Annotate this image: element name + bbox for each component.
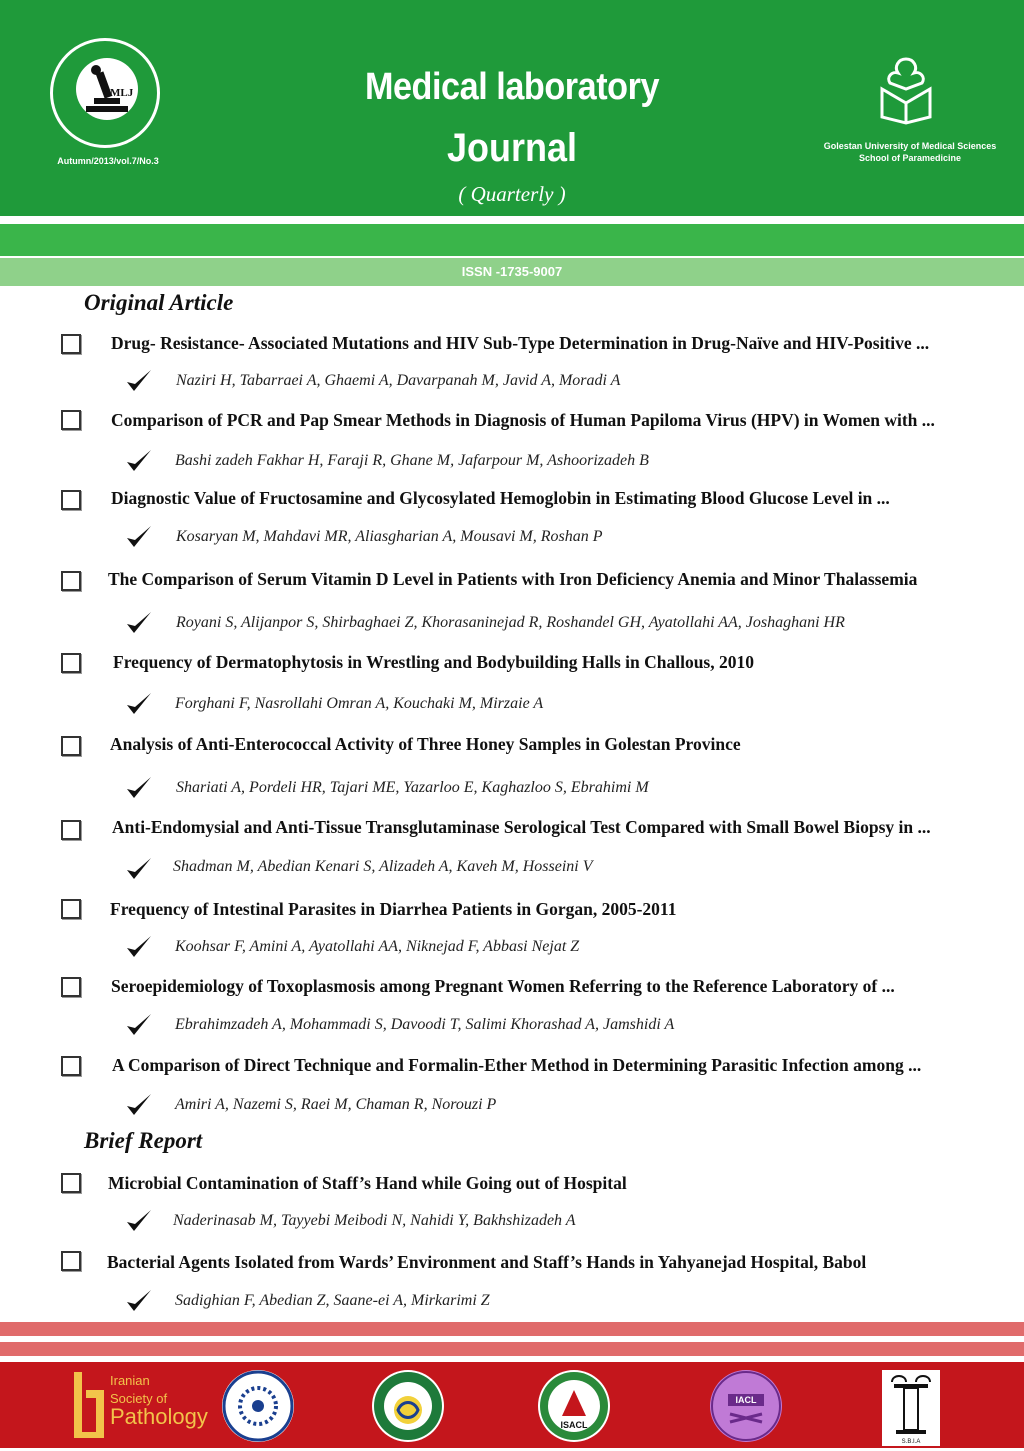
pathology-line3: Pathology [110, 1404, 208, 1429]
article-title[interactable]: Comparison of PCR and Pap Smear Methods in Diagnosis of Human Papiloma Virus (HPV) in Women with ... [111, 410, 935, 430]
article-authors: Koohsar F, Amini A, Ayatollahi AA, Niknejad F, Abbasi Nejat Z [175, 938, 580, 955]
university-line1: Golestan University of Medical Sciences [823, 141, 997, 151]
article-authors: Royani S, Alijanpor S, Shirbaghaei Z, Khorasaninejad R, Roshandel GH, Ayatollahi AA, Joshaghani HR [176, 614, 845, 631]
article-authors: Bashi zadeh Fakhar H, Faraji R, Ghane M, Jafarpour M, Ashoorizadeh B [175, 452, 649, 469]
article-title[interactable]: Frequency of Dermatophytosis in Wrestling and Bodybuilding Halls in Challous, 2010 [113, 652, 754, 672]
article-title[interactable]: Frequency of Intestinal Parasites in Diarrhea Patients in Gorgan, 2005-2011 [110, 899, 677, 919]
article-title[interactable]: The Comparison of Serum Vitamin D Level in Patients with Iron Deficiency Anemia and Minor Thalassemia [108, 569, 918, 589]
article-authors: Naderinasab M, Tayyebi Meibodi N, Nahidi Y, Bakhshizadeh A [173, 1212, 576, 1229]
article-authors: Shariati A, Pordeli HR, Tajari ME, Yazarloo E, Kaghazloo S, Ebrahimi M [176, 779, 649, 796]
article-authors: Naziri H, Tabarraei A, Ghaemi A, Davarpanah M, Javid A, Moradi A [176, 372, 621, 389]
checkmark-icon [124, 610, 154, 636]
article-title[interactable]: Diagnostic Value of Fructosamine and Glycosylated Hemoglobin in Estimating Blood Glucose Level in ... [111, 488, 890, 508]
brief-report-heading: Brief Report [84, 1128, 203, 1153]
logo-text: MLJ [110, 87, 134, 99]
column-emblem-icon [882, 1370, 940, 1446]
article-checkbox[interactable] [61, 571, 81, 591]
checkmark-icon [124, 691, 154, 717]
university-logo-icon [876, 55, 936, 125]
microscope-icon [76, 58, 138, 120]
header-stripe [0, 224, 1024, 256]
original-article-heading: Original Article [84, 290, 234, 315]
pathology-line1: Iranian [110, 1373, 150, 1388]
article-checkbox[interactable] [61, 736, 81, 756]
journal-title-line2: Journal [446, 126, 578, 170]
checkmark-icon [124, 368, 154, 394]
university-name [800, 140, 1020, 164]
checkmark-icon [124, 934, 154, 960]
journal-subtitle: ( Quarterly ) [458, 182, 566, 206]
article-checkbox[interactable] [61, 653, 81, 673]
article-title[interactable]: Anti-Endomysial and Anti-Tissue Transglutaminase Serological Test Compared with Small Bowel Biopsy in ... [112, 817, 931, 837]
article-checkbox[interactable] [61, 977, 81, 997]
article-title[interactable]: Bacterial Agents Isolated from Wards’ Environment and Staff’s Hands in Yahyanejad Hospital, Babol [107, 1252, 867, 1272]
article-checkbox[interactable] [61, 820, 81, 840]
isacl-text: ISACL [560, 1420, 588, 1430]
article-title[interactable]: Seroepidemiology of Toxoplasmosis among Pregnant Women Referring to the Reference Laboratory of ... [111, 976, 895, 996]
checkmark-icon [124, 524, 154, 550]
issue-label: Autumn/2013/vol.7/No.3 [57, 156, 159, 166]
issn-label: ISSN -1735-9007 [461, 264, 563, 279]
isacl-logo [538, 1370, 610, 1442]
university-line2: School of Paramedicine [858, 153, 962, 163]
article-title[interactable]: A Comparison of Direct Technique and Formalin-Ether Method in Determining Parasitic Infection among ... [112, 1055, 922, 1075]
checkmark-icon [124, 1208, 154, 1234]
article-checkbox[interactable] [61, 410, 81, 430]
article-checkbox[interactable] [61, 1173, 81, 1193]
article-authors: Shadman M, Abedian Kenari S, Alizadeh A, Kaveh M, Hosseini V [173, 858, 593, 875]
article-title[interactable]: Analysis of Anti-Enterococcal Activity of Three Honey Samples in Golestan Province [110, 734, 741, 754]
checkmark-icon [124, 856, 154, 882]
article-authors: Amiri A, Nazemi S, Raei M, Chaman R, Norouzi P [175, 1096, 497, 1113]
sbia-logo [882, 1370, 940, 1446]
article-authors: Ebrahimzadeh A, Mohammadi S, Davoodi T, Salimi Khorashad A, Jamshidi A [175, 1016, 675, 1033]
checkmark-icon [124, 1012, 154, 1038]
article-checkbox[interactable] [61, 899, 81, 919]
pathology-emblem-icon [72, 1372, 106, 1442]
wheel-emblem-icon [222, 1370, 294, 1442]
laboratory-society-logo [372, 1370, 444, 1442]
article-checkbox[interactable] [61, 490, 81, 510]
checkmark-icon [124, 448, 154, 474]
article-checkbox[interactable] [61, 1056, 81, 1076]
article-authors: Forghani F, Nasrollahi Omran A, Kouchaki M, Mirzaie A [175, 695, 544, 712]
isacl-emblem-icon [538, 1370, 610, 1442]
journal-logo-inner [76, 58, 138, 120]
article-checkbox[interactable] [61, 334, 81, 354]
pathology-society-logo [72, 1372, 208, 1442]
checkmark-icon [124, 1288, 154, 1314]
article-checkbox[interactable] [61, 1251, 81, 1271]
parasitology-society-logo [222, 1370, 294, 1442]
pathology-line2: Society of [110, 1391, 168, 1406]
footer-stripe [0, 1322, 1024, 1336]
iacl-text: IACL [735, 1395, 757, 1405]
article-title[interactable]: Microbial Contamination of Staff’s Hand while Going out of Hospital [108, 1173, 627, 1193]
knot-emblem-icon [372, 1370, 444, 1442]
article-title[interactable]: Drug- Resistance- Associated Mutations and HIV Sub-Type Determination in Drug-Naïve and HIV-Positive ... [111, 333, 930, 353]
journal-title-line1: Medical laboratory [364, 66, 660, 108]
article-authors: Sadighian F, Abedian Z, Saane-ei A, Mirkarimi Z [175, 1292, 490, 1309]
checkmark-icon [124, 1092, 154, 1118]
iacl-logo [710, 1370, 782, 1442]
checkmark-icon [124, 775, 154, 801]
iacl-emblem-icon [710, 1370, 782, 1442]
footer-stripe [0, 1342, 1024, 1356]
article-authors: Kosaryan M, Mahdavi MR, Aliasgharian A, Mousavi M, Roshan P [176, 528, 603, 545]
sbia-text: S.B.I.A [901, 1439, 921, 1445]
